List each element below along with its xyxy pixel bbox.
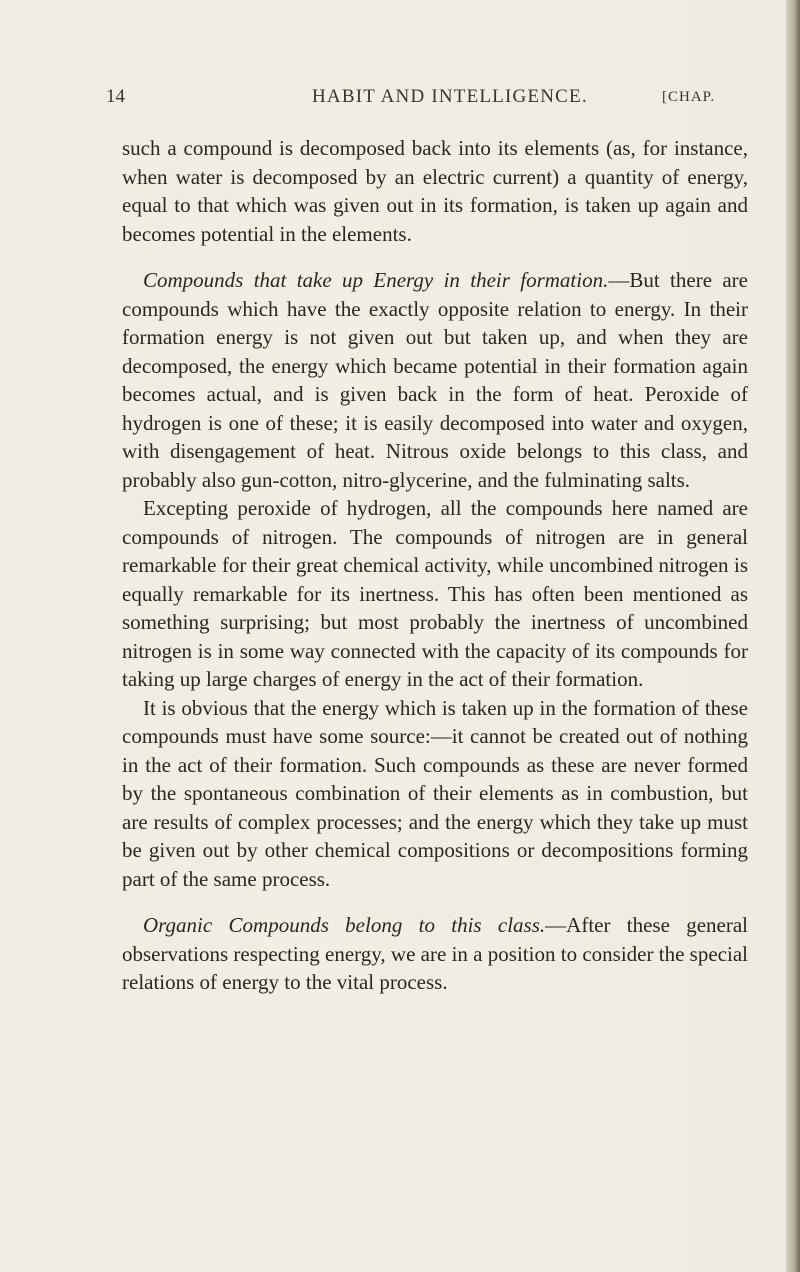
- paragraph-text: such a compound is decomposed back into its elements (as, for instance, when water is decomposed by an electric current) a quantity of energy, equal to that which was given out in its formation, is taken up again and becomes potential in the elements.: [122, 136, 748, 246]
- body-text: [122, 134, 748, 997]
- paragraph-4: [122, 694, 748, 894]
- paragraph-2: [122, 266, 748, 494]
- paragraph-1: [122, 134, 748, 248]
- paragraph-text: —After these general observations respecting energy, we are in a position to consider the special relations of energy to the vital process.: [122, 913, 749, 994]
- running-head: [106, 86, 750, 110]
- page-edge-shadow: [786, 0, 800, 1272]
- paragraph-3: [122, 494, 748, 694]
- running-title: HABIT AND INTELLIGENCE.: [312, 86, 588, 107]
- paragraph-text: Excepting peroxide of hydrogen, all the compounds here named are compounds of nitrogen. The compounds of nitrogen are in general remarkable for their great chemical activity, while uncombined nitrogen is equally remarkable for its inertness. This has often been mentioned as something surprising; but most probably the inertness of uncombined nitrogen is in some way connected with the capacity of its compounds for taking up large charges of energy in the act of their formation.: [122, 496, 748, 691]
- paragraph-text: It is obvious that the energy which is taken up in the formation of these compounds must have some source:—it cannot be created out of nothing in the act of their formation. Such compounds as these are never formed by the spontaneous combination of their elements as in combustion, but are results of complex processes; and the energy which they take up must be given out by other chemical compositions or decompositions forming part of the same process.: [122, 695, 748, 891]
- section-heading: Organic Compounds belong to this class.: [143, 913, 546, 937]
- chapter-mark: [CHAP.: [662, 89, 716, 105]
- paragraph-5: [122, 911, 748, 997]
- paragraph-text: —But there are compounds which have the exactly opposite relation to energy. In their formation energy is not given out but taken up, and when they are decomposed, the energy which became potential in their formation again becomes actual, and is given back in the form of heat. Peroxide of hydrogen is one of these; it is easily decomposed into water and oxygen, with disengagement of heat. Nitrous oxide belongs to this class, and probably also gun-cotton, nitro-glycerine, and the fulminating salts.: [122, 268, 748, 492]
- page-number: 14: [106, 86, 125, 107]
- section-heading: Compounds that take up Energy in their formation.: [143, 268, 609, 292]
